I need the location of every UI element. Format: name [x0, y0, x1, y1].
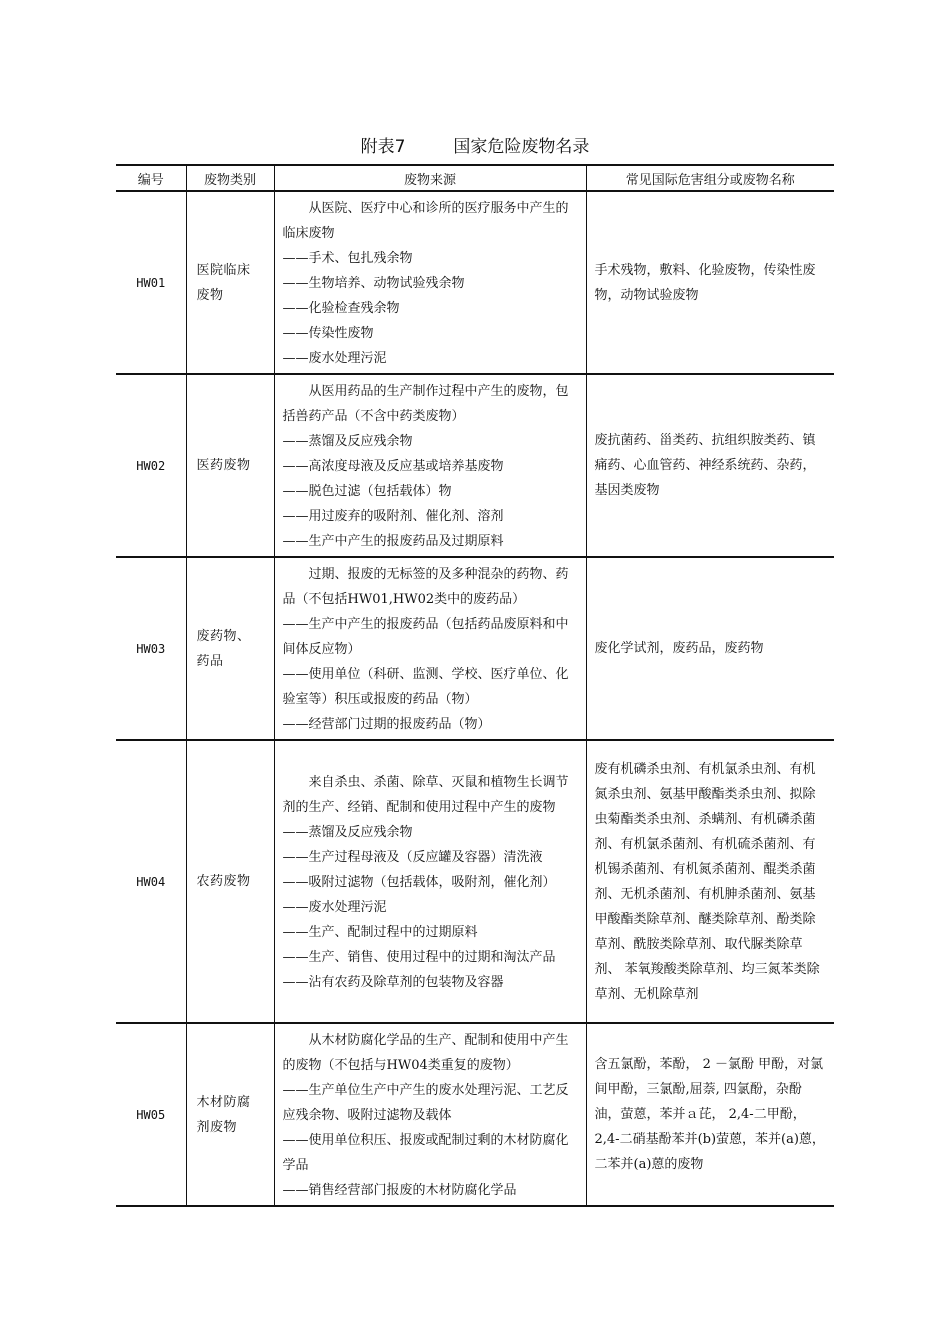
title-text: 国家危险废物名录 — [453, 137, 590, 157]
waste-source — [274, 191, 586, 374]
waste-category: 医药废物 — [186, 374, 274, 557]
waste-code: HW05 — [116, 1023, 186, 1206]
source-item: ——废水处理污泥 — [282, 351, 387, 366]
source-item: ——吸附过滤物（包括载体，吸附剂，催化剂） — [282, 875, 556, 890]
source-item: ——蒸馏及反应残余物 — [282, 825, 413, 840]
page-title — [0, 132, 950, 157]
appendix-number: 附表7 — [360, 137, 406, 157]
source-item: ——传染性废物 — [282, 326, 374, 341]
waste-category: 农药废物 — [186, 740, 274, 1023]
waste-source — [274, 374, 586, 557]
source-item: ——生产中产生的报废药品及过期原料 — [282, 534, 504, 549]
waste-names: 废有机磷杀虫剂、有机氯杀虫剂、有机氮杀虫剂、氨基甲酸酯类杀虫剂、拟除虫菊酯类杀虫剂、杀螨剂、有机磷杀菌剂、有机氯杀菌剂、有机硫杀菌剂、有机锡杀菌剂、有机氮杀菌剂、醌类杀菌剂、无机杀菌剂、有机胂杀菌剂、氨基甲酸酯类除草剂、醚类除草剂、酚类除草剂、酰胺类除草剂、取代脲类除草剂、 苯氧羧酸类除草剂、均三氮苯类除草剂、无机除草剂 — [586, 740, 834, 1023]
source-item: ——经营部门过期的报废药品（物） — [282, 717, 491, 732]
source-item: ——生产单位生产中产生的废水处理污泥、工艺反应残余物、吸附过滤物及载体 — [282, 1083, 569, 1123]
table-row — [116, 191, 834, 374]
waste-names: 含五氯酚，苯酚， 2 －氯酚 甲酚，对氯间甲酚，三氯酚,屈萘, 四氯酚，杂酚油，萤蒽，苯并ａ芘， 2,4-二甲酚，2,4-二硝基酚苯并(b)萤蒽，苯并(a)蒽，二苯并(a)蒽的废物 — [586, 1023, 834, 1206]
source-item: ——生物培养、动物试验残余物 — [282, 276, 465, 291]
waste-code: HW03 — [116, 557, 186, 740]
table-row — [116, 740, 834, 1023]
waste-names: 废化学试剂，废药品，废药物 — [586, 557, 834, 740]
source-item: ——蒸馏及反应残余物 — [282, 434, 413, 449]
source-item: ——使用单位积压、报废或配制过剩的木材防腐化学品 — [282, 1133, 569, 1173]
source-lead: 从医用药品的生产制作过程中产生的废物，包括兽药产品（不含中药类废物） — [282, 384, 569, 424]
source-item: ——使用单位（科研、监测、学校、医疗单位、化验室等）积压或报废的药品（物） — [282, 667, 569, 707]
waste-code: HW02 — [116, 374, 186, 557]
waste-source — [274, 740, 586, 1023]
waste-code: HW04 — [116, 740, 186, 1023]
table-row — [116, 374, 834, 557]
header-source: 废物来源 — [274, 165, 586, 191]
waste-code: HW01 — [116, 191, 186, 374]
source-lead: 从木材防腐化学品的生产、配制和使用中产生的废物（不包括与HW04类重复的废物） — [282, 1033, 569, 1073]
header-names: 常见国际危害组分或废物名称 — [586, 165, 834, 191]
source-item: ——脱色过滤（包括载体）物 — [282, 484, 452, 499]
source-lead: 来自杀虫、杀菌、除草、灭鼠和植物生长调节剂的生产、经销、配制和使用过程中产生的废物 — [282, 775, 569, 815]
header-code: 编号 — [116, 165, 186, 191]
source-item: ——手术、包扎残余物 — [282, 251, 413, 266]
source-item: ——用过废弃的吸附剂、催化剂、溶剂 — [282, 509, 504, 524]
source-item: ——生产过程母液及（反应罐及容器）清洗液 — [282, 850, 543, 865]
waste-names: 废抗菌药、甾类药、抗组织胺类药、镇痛药、心血管药、神经系统药、杂药，基因类废物 — [586, 374, 834, 557]
waste-category: 废药物、药品 — [186, 557, 274, 740]
hazardous-waste-table — [116, 164, 834, 1207]
waste-category: 木材防腐剂废物 — [186, 1023, 274, 1206]
source-lead: 从医院、医疗中心和诊所的医疗服务中产生的临床废物 — [282, 201, 569, 241]
source-item: ——化验检查残余物 — [282, 301, 400, 316]
source-lead: 过期、报废的无标签的及多种混杂的药物、药品（不包括HW01,HW02类中的废药品） — [282, 567, 569, 607]
table-row — [116, 557, 834, 740]
source-item: ——生产中产生的报废药品（包括药品废原料和中间体反应物） — [282, 617, 569, 657]
source-item: ——销售经营部门报废的木材防腐化学品 — [282, 1183, 517, 1198]
waste-source — [274, 1023, 586, 1206]
waste-category: 医院临床废物 — [186, 191, 274, 374]
table-header-row — [116, 165, 834, 191]
waste-source — [274, 557, 586, 740]
waste-names: 手术残物，敷料、化验废物，传染性废物，动物试验废物 — [586, 191, 834, 374]
header-category: 废物类别 — [186, 165, 274, 191]
table-row — [116, 1023, 834, 1206]
source-item: ——生产、销售、使用过程中的过期和淘汰产品 — [282, 950, 556, 965]
source-item: ——废水处理污泥 — [282, 900, 387, 915]
source-item: ——沾有农药及除草剂的包装物及容器 — [282, 975, 504, 990]
source-item: ——生产、配制过程中的过期原料 — [282, 925, 478, 940]
source-item: ——高浓度母液及反应基或培养基废物 — [282, 459, 504, 474]
